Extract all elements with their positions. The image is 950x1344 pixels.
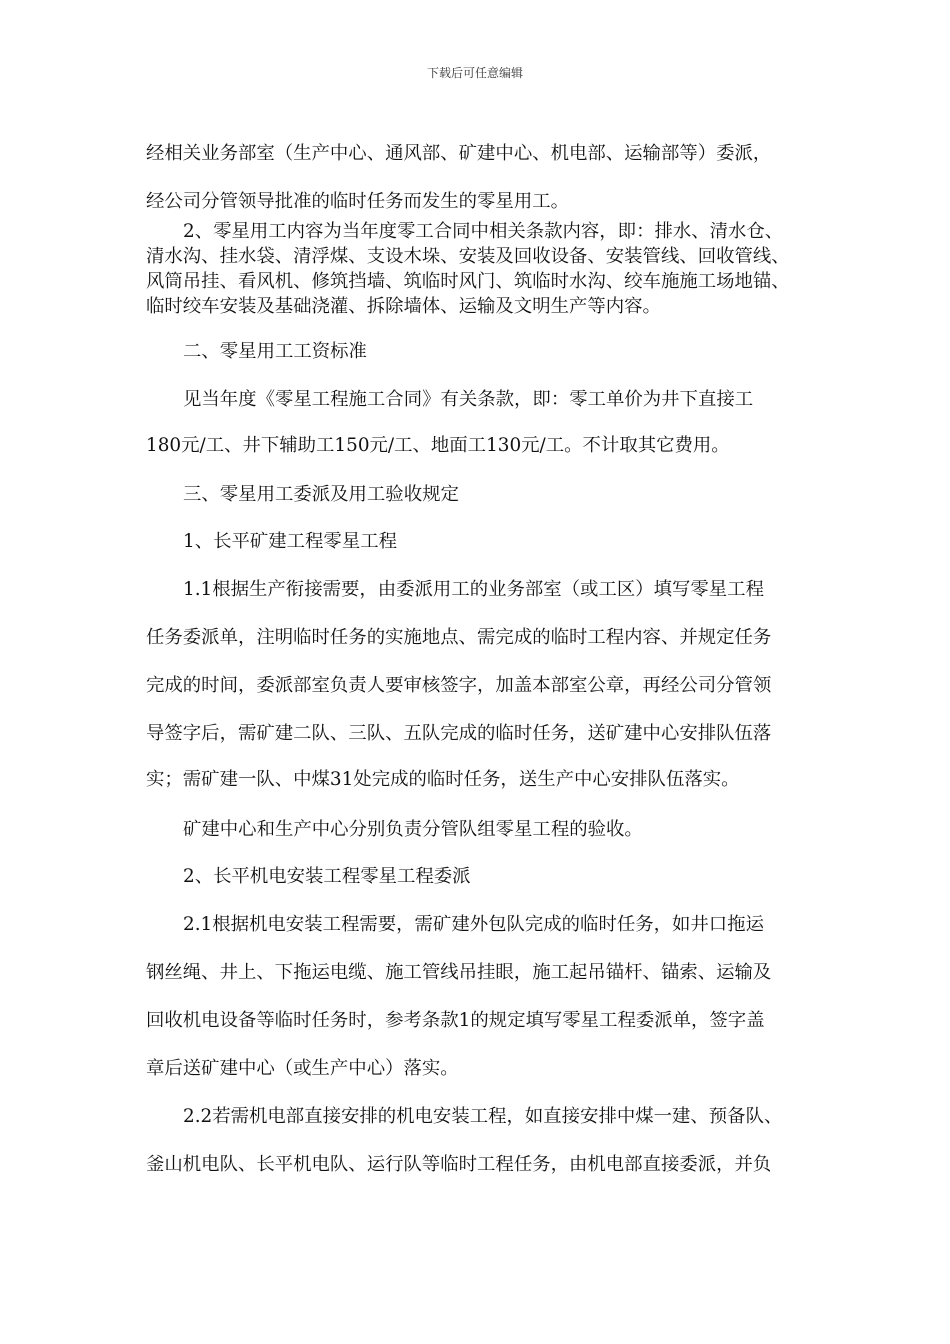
section-heading: 三、零星用工委派及用工验收规定: [183, 484, 459, 505]
paragraph-line: 1.1根据生产衔接需要，由委派用工的业务部室（或工区）填写零星工程: [183, 579, 764, 600]
paragraph-line: 2、零星用工内容为当年度零工合同中相关条款内容，即：排水、清水仓、: [183, 221, 784, 242]
paragraph-line: 回收机电设备等临时任务时，参考条款1的规定填写零星工程委派单，签字盖: [146, 1010, 765, 1031]
paragraph-line: 实；需矿建一队、中煤31处完成的临时任务，送生产中心安排队伍落实。: [146, 769, 740, 790]
page-header: 下载后可任意编辑: [426, 66, 523, 80]
paragraph-line: 钢丝绳、井上、下拖运电缆、施工管线吊挂眼，施工起吊锚杆、锚索、运输及: [146, 962, 772, 983]
paragraph-line: 风筒吊挂、看风机、修筑挡墙、筑临时风门、筑临时水沟、绞车施施工场地锚、: [146, 271, 790, 292]
section-heading: 二、零星用工工资标准: [183, 341, 367, 362]
paragraph-line: 见当年度《零星工程施工合同》有关条款，即：零工单价为井下直接工: [183, 389, 754, 410]
paragraph-line: 章后送矿建中心（或生产中心）落实。: [146, 1058, 459, 1079]
paragraph-line: 清水沟、挂水袋、清浮煤、支设木垛、安装及回收设备、安装管线、回收管线、: [146, 246, 790, 267]
paragraph-line: 临时绞车安装及基础浇灌、拆除墙体、运输及文明生产等内容。: [146, 296, 661, 317]
paragraph-line: 导签字后，需矿建二队、三队、五队完成的临时任务，送矿建中心安排队伍落: [146, 723, 772, 744]
paragraph-line: 2.1根据机电安装工程需要，需矿建外包队完成的临时任务，如井口拖运: [183, 914, 764, 935]
paragraph-line: 完成的时间，委派部室负责人要审核签字，加盖本部室公章，再经公司分管领: [146, 675, 772, 696]
paragraph-line: 任务委派单，注明临时任务的实施地点、需完成的临时工程内容、并规定任务: [146, 627, 772, 648]
paragraph-line: 经公司分管领导批准的临时任务而发生的零星用工。: [146, 191, 569, 212]
subsection-heading: 2、长平机电安装工程零星工程委派: [183, 866, 471, 887]
paragraph-line: 釜山机电队、长平机电队、运行队等临时工程任务，由机电部直接委派，并负: [146, 1154, 772, 1175]
paragraph-line: 180元/工、井下辅助工150元/工、地面工130元/工。不计取其它费用。: [146, 435, 730, 456]
paragraph-line: 矿建中心和生产中心分别负责分管队组零星工程的验收。: [183, 819, 643, 840]
paragraph-line: 经相关业务部室（生产中心、通风部、矿建中心、机电部、运输部等）委派，: [146, 143, 772, 164]
subsection-heading: 1、长平矿建工程零星工程: [183, 531, 397, 552]
paragraph-line: 2.2若需机电部直接安排的机电安装工程，如直接安排中煤一建、预备队、: [183, 1106, 783, 1127]
